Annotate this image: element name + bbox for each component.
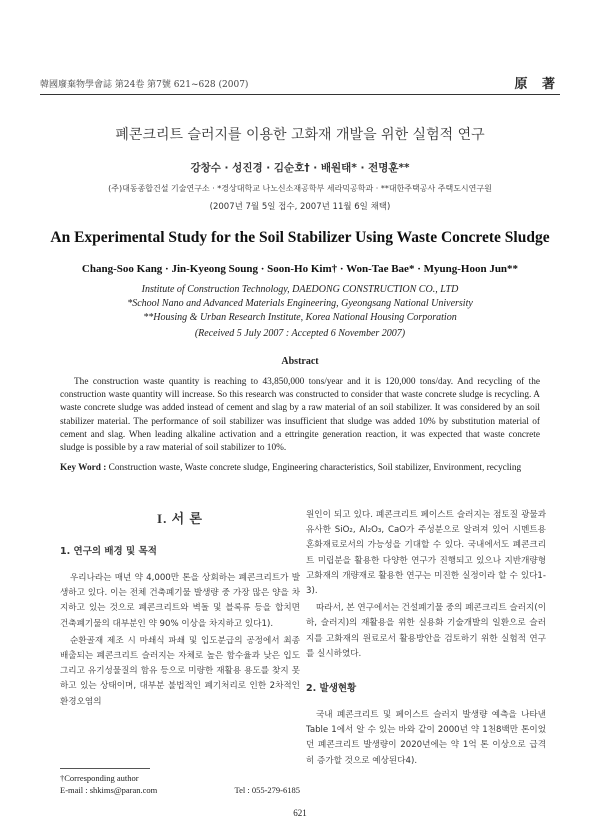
paragraph: 순환골재 제조 시 마쇄식 파쇄 및 입도분급의 공정에서 최종 배출되는 폐콘크리트 슬러지는 자체로 높은 함수율과 낮은 입도 그리고 유기성물질의 함유 등으로 미량한 재활용 용도를 찾지 못하고 있는 상태이며, 대부분 불법적인 폐기처리로 인한 2차적인 환경오염의 — [60, 635, 300, 707]
subsection-background: 1. 연구의 배경 및 목적 — [60, 546, 157, 557]
keywords-label: Key Word : — [60, 463, 107, 473]
english-title: An Experimental Study for the Soil Stabilizer Using Waste Concrete Sludge — [50, 229, 550, 246]
paragraph: 따라서, 본 연구에서는 건설폐기물 중의 폐콘크리트 슬러지(이하, 슬러지)의 재활용을 위한 실용화 기술개발의 일환으로 슬러지를 고화재의 원료로서 활용방안을 검토하기 위한 실험적 연구를 실시하였다. — [306, 603, 547, 659]
left-column — [60, 508, 300, 710]
abstract-body: The construction waste quantity is reaching to 43,850,000 tons/year and it is 120,000 tons/day. And recycling of the construction waste quantity will increase. So this research was constructed to consider that waste concrete sludge is recycling. A waste concrete sludge was added instead of cement and slag by a raw material of an soil stabilizer. It was considered by an soil stabilizer material. The performance of soil stabilizer was insufficient that sludge was added 10% by substitution material of cement and slag. When leading alkaline activation and a ettringite generation reaction, it was expected that waste concrete sludge is possible by a raw material of soil stabilizer to 10%. — [60, 377, 540, 454]
section-title: I. 서 론 — [157, 511, 203, 526]
article-type: 原 著 — [514, 77, 560, 92]
journal-header — [40, 73, 560, 91]
footnote-tel: Tel : 055-279-6185 — [234, 785, 300, 795]
english-authors: Chang-Soo Kang · Jin-Kyeong Soung · Soon-Ho Kim† · Won-Tae Bae* · Myung-Hoon Jun** — [81, 263, 519, 275]
korean-affiliation: (주)대동종합건설 기술연구소 · *경상대학교 나노신소재공학부 세라믹공학과 · **대한주택공사 주택도시연구원 — [108, 184, 492, 193]
right-column — [306, 508, 546, 769]
journal-reference: 韓國廢棄物學會誌 第24卷 第7號 621~628 (2007) — [40, 80, 249, 90]
paragraph: 원인이 되고 있다. 폐콘크리트 페이스트 슬러지는 점토질 광물과 유사한 SiO₂, Al₂O₃, CaO가 주성분으로 알려져 있어 시멘트용 혼화재료로서의 가능성을 기대할 수 있다. 국내에서도 폐콘크리트 미립분을 활용한 다양한 연구가 진행되고 있으나 지반개량형 고화재의 개량재로 활용한 연구는 미진한 실정이라 할 수 있다1-3). — [306, 510, 546, 597]
footnote — [60, 768, 300, 797]
footnote-email: E-mail : shkims@paran.com — [60, 785, 158, 795]
header-rule — [40, 94, 560, 95]
korean-authors: 강창수 · 성진경 · 김순호† · 배원태* · 전명훈** — [190, 162, 410, 174]
keywords-list: Construction waste, Waste concrete sludge, Engineering characteristics, Soil stabilizer, Environment, recycling — [108, 463, 522, 473]
korean-dates: (2007년 7월 5일 접수, 2007년 11월 6일 채택) — [209, 202, 391, 212]
korean-title: 폐콘크리트 슬러지를 이용한 고화재 개발을 위한 실험적 연구 — [115, 127, 485, 143]
paragraph: 국내 폐콘크리트 및 페이스트 슬러지 발생량 예측을 나타낸 Table 1에서 알 수 있는 바와 같이 2000년 약 1천8백만 톤이었던 폐콘크리트 발생량이 2020년에는 약 1억 톤 이상으로 급격히 증가할 것으로 예상된다4). — [306, 710, 546, 766]
abstract-heading: Abstract — [281, 356, 319, 367]
paragraph: 우리나라는 매년 약 4,000만 톤을 상회하는 폐콘크리트가 발생하고 있다. 이는 전체 건축폐기물 발생량 중 가장 많은 양을 차지하고 있는 것으로 폐콘크리트와 벽돌 및 블록류 등을 합치면 건축폐기물의 대부분인 약 90% 이상을 차지하고 있다1). — [60, 573, 300, 629]
footnote-contact-row — [60, 785, 300, 797]
keywords — [60, 462, 540, 475]
subsection-status: 2. 발생현황 — [306, 683, 357, 695]
page-number: 621 — [293, 808, 307, 818]
footnote-corresponding: †Corresponding author — [60, 773, 139, 783]
footnote-rule — [60, 768, 150, 769]
english-affiliation-1: Institute of Construction Technology, DAEDONG CONSTRUCTION CO., LTD — [141, 284, 459, 295]
english-dates: (Received 5 July 2007 : Accepted 6 November 2007) — [194, 328, 406, 339]
english-affiliation-3: **Housing & Urban Research Institute, Korea National Housing Corporation — [143, 312, 457, 323]
english-affiliation-2: *School Nano and Advanced Materials Engineering, Gyeongsang National University — [127, 298, 473, 309]
